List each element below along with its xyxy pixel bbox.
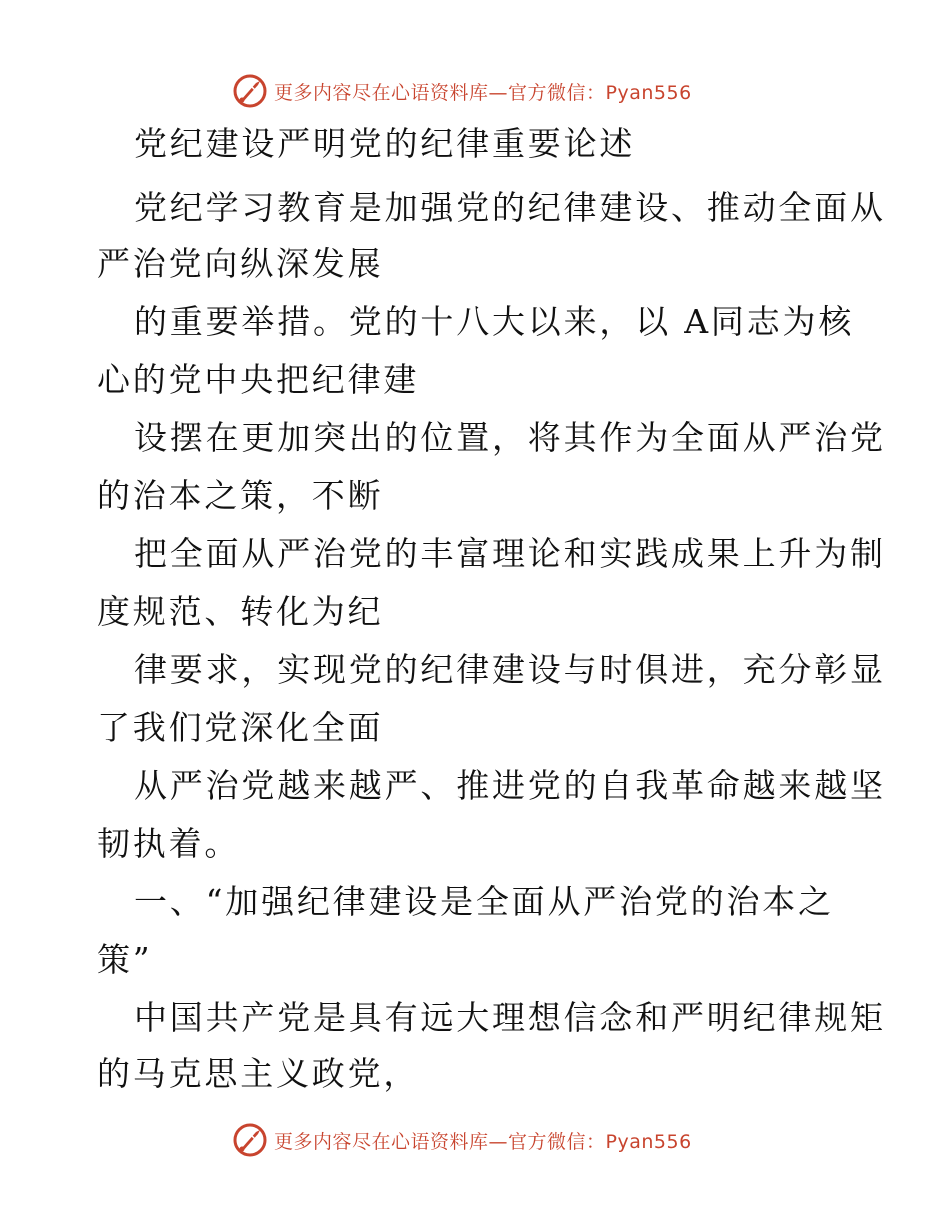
paragraph-line: 严治党向纵深发展 [97, 244, 384, 283]
quill-logo-icon [232, 1122, 268, 1158]
paragraph-line: 心的党中央把纪律建 [97, 360, 420, 399]
section-heading: 策” [97, 940, 153, 979]
paragraph-line: 律要求，实现党的纪律建设与时俱进，充分彰显 [134, 650, 886, 689]
paragraph-line: 了我们党深化全面 [97, 708, 384, 747]
paragraph-line: 的重要举措。党的十八大以来，以 A同志为核 [134, 302, 855, 341]
paragraph-line: 从严治党越来越严、推进党的自我革命越来越坚 [134, 766, 886, 805]
watermark-text: 更多内容尽在心语资料库—官方微信：Pyan556 [274, 1130, 692, 1153]
paragraph-line: 韧执着。 [97, 824, 241, 863]
paragraph-line: 党纪学习教育是加强党的纪律建设、推动全面从 [134, 188, 886, 227]
paragraph-line: 把全面从严治党的丰富理论和实践成果上升为制 [134, 534, 886, 573]
section-heading: 一、“加强纪律建设是全面从严治党的治本之 [134, 882, 834, 921]
document-title: 党纪建设严明党的纪律重要论述 [134, 124, 636, 163]
watermark-text: 更多内容尽在心语资料库—官方微信：Pyan556 [274, 81, 692, 104]
header-watermark [232, 71, 692, 111]
paragraph-line: 的马克思主义政党， [97, 1054, 420, 1093]
quill-logo-icon [232, 73, 268, 109]
paragraph-line: 设摆在更加突出的位置，将其作为全面从严治党 [134, 418, 886, 457]
paragraph-line: 度规范、转化为纪 [97, 592, 384, 631]
paragraph-line: 的治本之策，不断 [97, 476, 384, 515]
paragraph-line: 中国共产党是具有远大理想信念和严明纪律规矩 [134, 998, 886, 1037]
footer-watermark [232, 1120, 692, 1160]
